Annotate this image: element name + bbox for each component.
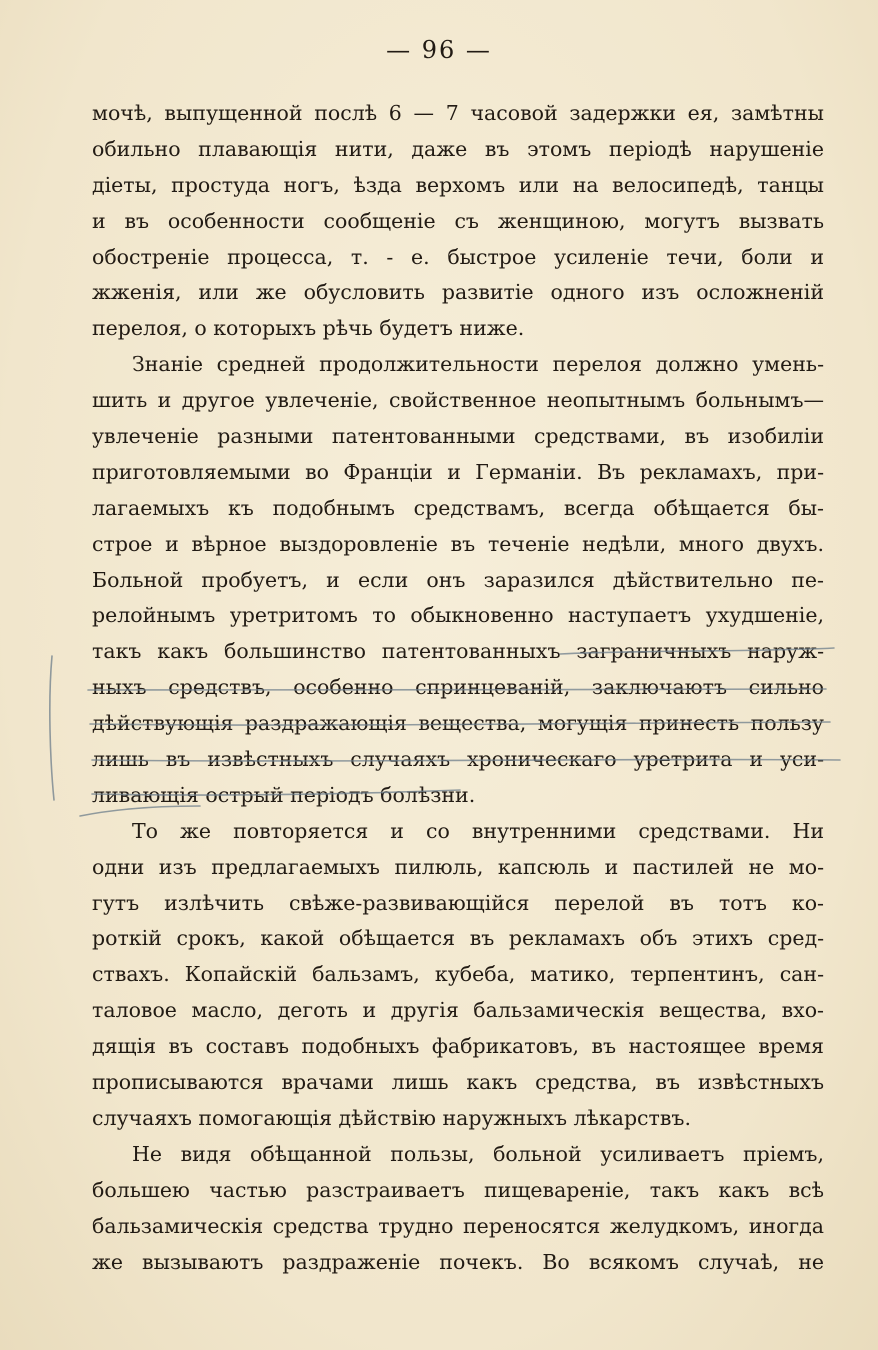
text-line: релойнымъ уретритомъ то обыкновенно наступаетъ ухудшеніе, xyxy=(92,603,824,628)
text-line: Больной пробуетъ, и если онъ заразился дѣйствительно пе- xyxy=(92,567,824,592)
text-line: перелоя, о которыхъ рѣчь будетъ ниже. xyxy=(92,316,525,341)
text-line: роткій срокъ, какой обѣщается въ рекламахъ объ этихъ сред- xyxy=(92,926,824,951)
text-line: ствахъ. Копайскій бальзамъ, кубеба, матико, терпентинъ, сан- xyxy=(92,962,824,987)
text-line: лагаемыхъ къ подобнымъ средствамъ, всегда обѣщается бы- xyxy=(92,495,824,520)
text-line: и въ особенности сообщеніе съ женщиною, могутъ вызвать xyxy=(92,208,824,233)
text-line: одни изъ предлагаемыхъ пилюль, капсюль и пастилей не мо- xyxy=(92,854,824,879)
text-line: приготовляемыми во Франціи и Германіи. Въ рекламахъ, при- xyxy=(92,459,824,484)
body-text xyxy=(92,96,824,1280)
text-line: дѣйствующія раздражающія вещества, могущія принесть пользу xyxy=(92,711,824,736)
text-line: Знаніе средней продолжительности перелоя должно умень- xyxy=(132,352,824,377)
text-line: строе и вѣрное выздоровленіе въ теченіе недѣли, много двухъ. xyxy=(92,531,824,556)
page-number: — 96 — xyxy=(386,36,492,64)
text-line: мочѣ, выпущенной послѣ 6 — 7 часовой задержки ея, замѣтны xyxy=(92,101,824,125)
text-line: большею частью разстраиваетъ пищевареніе, такъ какъ всѣ xyxy=(92,1177,824,1202)
text-line: увлеченіе разными патентованными средствами, въ изобиліи xyxy=(92,424,824,449)
text-line: шить и другое увлеченіе, свойственное неопытнымъ больнымъ— xyxy=(92,388,824,413)
text-line: обильно плавающія нити, даже въ этомъ періодѣ нарушеніе xyxy=(92,136,824,161)
text-line: діеты, простуда ногъ, ѣзда верхомъ или на велосипедѣ, танцы xyxy=(92,172,824,197)
text-line: дящія въ составъ подобныхъ фабрикатовъ, въ настоящее время xyxy=(92,1034,824,1059)
text-line: такъ какъ большинство патентованныхъ заграничныхъ наруж- xyxy=(92,639,824,664)
text-line: Не видя обѣщанной пользы, больной усиливаетъ пріемъ, xyxy=(132,1141,824,1166)
text-line: случаяхъ помогающія дѣйствію наружныхъ лѣкарствъ. xyxy=(92,1105,691,1130)
text-line: бальзамическія средства трудно переносятся желудкомъ, иногда xyxy=(92,1213,824,1238)
text-line: жженія, или же обусловить развитіе одного изъ осложненій xyxy=(92,280,824,305)
pencil-margin-mark xyxy=(50,656,54,800)
text-line: обостреніе процесса, т. - е. быстрое усиленіе течи, боли и xyxy=(92,244,824,269)
text-line: ныхъ средствъ, особенно спринцеваній, заключаютъ сильно xyxy=(92,675,824,700)
text-line: таловое масло, деготь и другія бальзамическія вещества, вхо- xyxy=(92,998,824,1023)
text-line: же вызываютъ раздраженіе почекъ. Во всякомъ случаѣ, не xyxy=(92,1249,824,1274)
text-line: То же повторяется и со внутренними средствами. Ни xyxy=(132,818,824,843)
text-line: лишь въ извѣстныхъ случаяхъ хроническаго уретрита и уси- xyxy=(92,747,824,772)
text-line: прописываются врачами лишь какъ средства, въ извѣстныхъ xyxy=(92,1070,824,1095)
text-line: гутъ излѣчить свѣже-развивающійся перелой въ тотъ ко- xyxy=(92,890,824,915)
text-line: ливающія острый періодъ болѣзни. xyxy=(92,782,476,807)
